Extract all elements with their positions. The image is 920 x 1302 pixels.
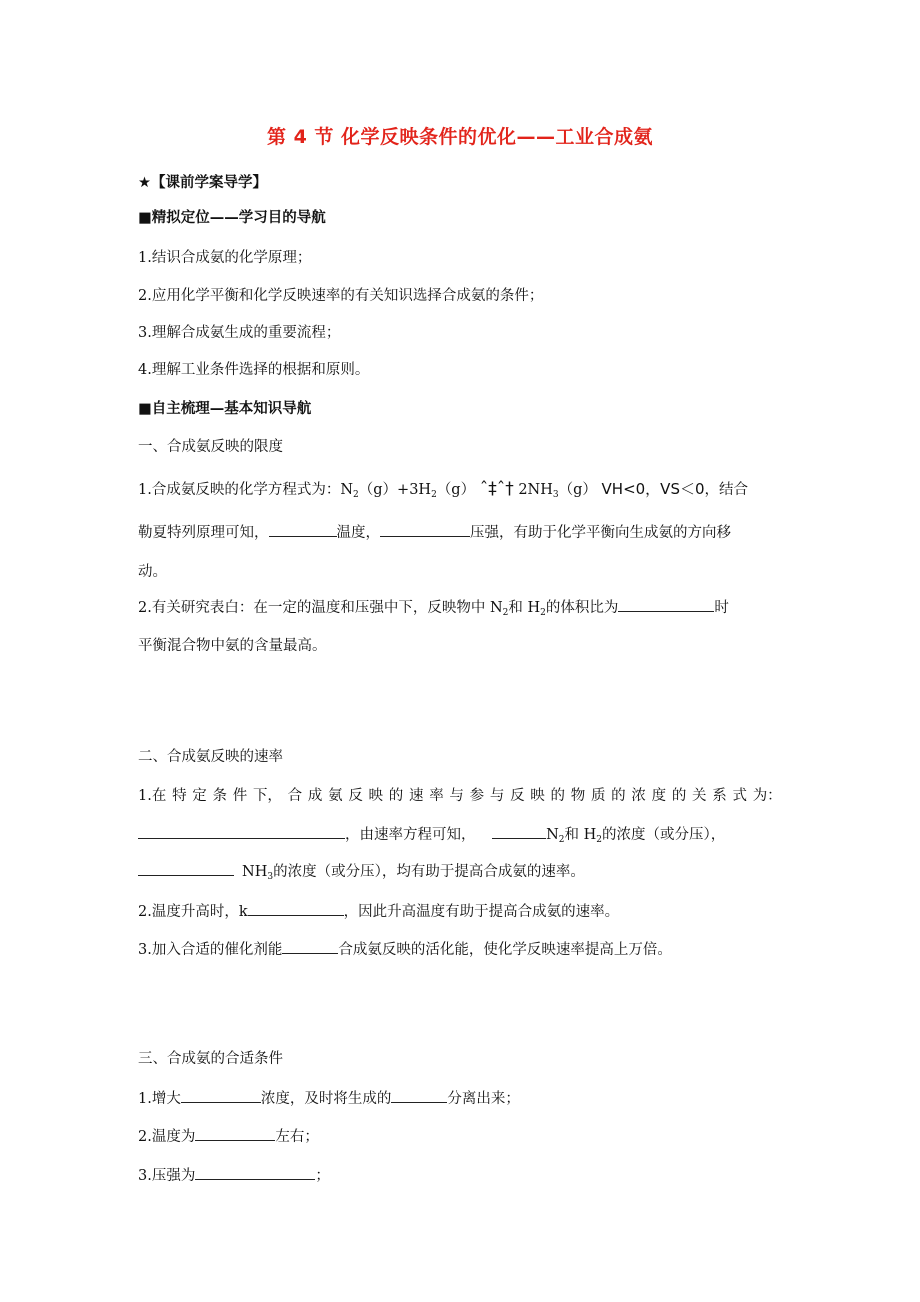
answer-blank[interactable] [269, 521, 337, 537]
section2-item1-line1 [138, 785, 782, 807]
text: 合 [287, 788, 303, 804]
section1-item1-line3: 动。 [138, 564, 167, 580]
answer-blank[interactable] [195, 1164, 315, 1180]
answer-blank[interactable] [492, 823, 546, 839]
subscript: 2 [558, 835, 565, 845]
text: ，由速率方程可知， [345, 827, 476, 843]
equation-text: （g）+3H [358, 482, 432, 498]
text: 参 [469, 788, 485, 804]
answer-blank[interactable] [138, 823, 345, 839]
text: 的 [388, 788, 404, 804]
answer-blank[interactable] [391, 1087, 447, 1103]
subscript: 2 [431, 490, 437, 500]
section3-item3 [138, 1164, 330, 1187]
subscript: 3 [552, 490, 559, 500]
equation-text: ，结合 [704, 482, 749, 498]
text: 特 [172, 788, 187, 804]
text: 件 [232, 788, 248, 804]
answer-blank[interactable] [195, 1125, 275, 1141]
guide-header: ★【课前学案导学】 [138, 175, 267, 191]
answer-blank[interactable] [380, 521, 470, 537]
text: 左右； [275, 1129, 319, 1145]
answer-blank[interactable] [282, 938, 338, 954]
text: 合成氨反映的活化能，使化学反映速率提高上万倍。 [338, 942, 672, 958]
text: 的体积比为 [545, 600, 619, 616]
equation-text: （g） [436, 482, 476, 498]
section2-heading: 二、合成氨反映的速率 [138, 749, 283, 765]
goal-item: 4.理解工业条件选择的根据和原则。 [138, 362, 370, 378]
text: 温度， [336, 525, 380, 541]
text: 率 [429, 788, 444, 804]
text: 和 H [564, 827, 597, 843]
section2-item1-line2 [138, 823, 725, 851]
text: 映 [530, 788, 545, 804]
text: 浓 [631, 788, 646, 804]
text: 3.压强为 [138, 1168, 196, 1184]
page-title: 第 4 节 化学反映条件的优化——工业合成氨 [266, 126, 654, 148]
subscript: 3 [267, 872, 274, 882]
text: 1.在 [138, 788, 167, 804]
section3-item2 [138, 1125, 319, 1148]
text: 和 H [508, 600, 541, 616]
text: 1.增大 [138, 1091, 181, 1107]
text: 氨 [328, 788, 343, 804]
text: 2.温度升高时，k [138, 904, 248, 920]
text: 的 [671, 788, 687, 804]
text: 2.有关研究表白：在一定的温度和压强中下，反映物中 N [138, 600, 503, 616]
text: 3.加入合适的催化剂能 [138, 942, 283, 958]
section3-heading: 三、合成氨的合适条件 [138, 1051, 283, 1067]
answer-blank[interactable] [138, 860, 234, 876]
text: 时 [714, 600, 729, 616]
text: 关 [692, 788, 707, 804]
section1-item2-line2: 平衡混合物中氨的含量最高。 [138, 638, 327, 654]
text: 勒夏特列原理可知， [138, 525, 269, 541]
subscript: 2 [540, 608, 546, 618]
text: 分离出来； [447, 1091, 520, 1107]
text: 成 [307, 788, 323, 804]
section1-heading: 一、合成氨反映的限度 [138, 439, 283, 455]
text: 定 [192, 788, 207, 804]
review-header: ■自主梳理—基本知识导航 [138, 401, 312, 417]
section2-item1-line3 [138, 860, 585, 888]
text: 下， [252, 788, 282, 804]
goal-item: 2.应用化学平衡和化学反映速率的有关知识选择合成氨的条件； [138, 288, 544, 304]
text: 的浓度（或分压）， [602, 827, 726, 843]
text: 与 [449, 788, 464, 804]
section1-item2-line1 [138, 596, 729, 624]
text: 速 [408, 788, 424, 804]
goal-item: 1.结识合成氨的化学原理； [138, 250, 312, 266]
equation-text: 2NH [518, 482, 553, 498]
subscript: 2 [353, 490, 359, 500]
text: 质 [590, 788, 606, 804]
thermo-condition: VH<0，VS＜0 [601, 480, 705, 498]
goals-header: ■精拟定位——学习目的导航 [138, 210, 326, 226]
equation-text: （g） [558, 482, 597, 498]
equation-line [138, 478, 748, 506]
text: N [546, 827, 559, 843]
text: 与 [489, 788, 505, 804]
text: 映 [368, 788, 384, 804]
text: 的浓度（或分压），均有助于提高合成氨的速率。 [273, 864, 585, 880]
subscript: 2 [596, 835, 603, 845]
answer-blank[interactable] [248, 900, 344, 916]
text: 反 [510, 788, 525, 804]
section2-item2 [138, 900, 619, 923]
text: 反 [348, 788, 363, 804]
section3-item1 [138, 1087, 520, 1110]
equilibrium-arrow-icon: ˆ‡ˆ† [479, 479, 514, 499]
text: 的 [611, 788, 626, 804]
text: 压强，有助于化学平衡向生成氨的方向移 [470, 525, 731, 541]
text: 式 [732, 788, 747, 804]
text: ，因此升高温度有助于提高合成氨的速率。 [343, 904, 620, 920]
text: 的 [550, 788, 565, 804]
equation-text: 1.合成氨反映的化学方程式为：N [138, 482, 354, 498]
subscript: 2 [502, 608, 509, 618]
answer-blank[interactable] [181, 1087, 261, 1103]
text: 度 [651, 788, 667, 804]
text: NH [242, 864, 268, 880]
answer-blank[interactable] [618, 596, 714, 612]
section2-item3 [138, 938, 672, 961]
text: 浓度，及时将生成的 [260, 1091, 392, 1107]
text: 为： [752, 788, 782, 804]
text: 2.温度为 [138, 1129, 196, 1145]
text: 条 [212, 788, 227, 804]
section1-item1-line2 [138, 521, 731, 544]
text: ； [315, 1168, 330, 1184]
text: 系 [712, 788, 727, 804]
text: 物 [570, 788, 586, 804]
goal-item: 3.理解合成氨生成的重要流程； [138, 325, 341, 341]
